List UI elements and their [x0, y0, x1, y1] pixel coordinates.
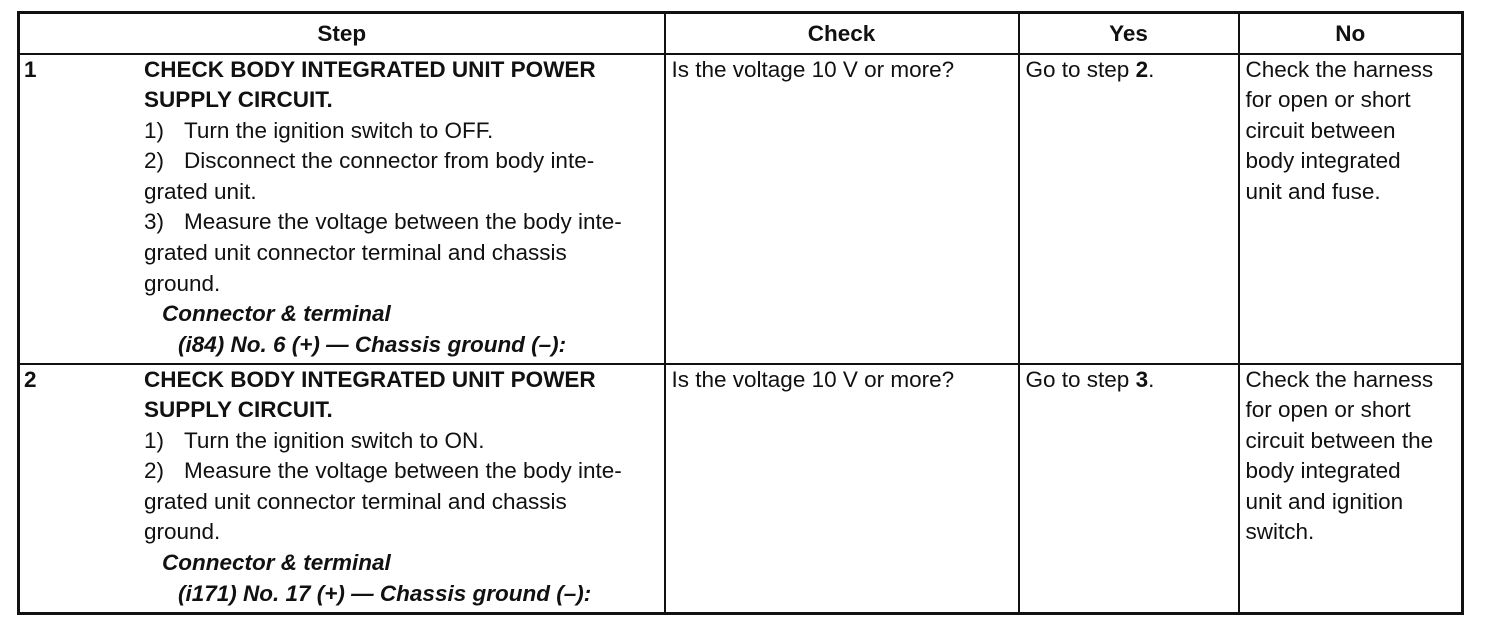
no-text: body integrated [1245, 148, 1401, 174]
connector-spec: (i84) No. 6 (+) — Chassis ground (–): [178, 331, 567, 357]
diagnostic-table [17, 11, 1464, 615]
substep [144, 146, 660, 177]
step-number: 2 [24, 366, 37, 392]
substep-text: Measure the voltage between the body inte- [184, 209, 622, 235]
substep-text: Measure the voltage between the body inte- [184, 458, 622, 484]
no-text: unit and ignition [1245, 488, 1404, 514]
substep [144, 456, 660, 487]
connector-label: Connector & terminal [162, 550, 391, 576]
no-cell [1239, 54, 1463, 364]
substep-text: Turn the ignition switch to OFF. [184, 117, 494, 143]
no-text: Check the harness [1245, 366, 1434, 392]
header-row [19, 13, 1463, 54]
no-text: unit and fuse. [1245, 178, 1381, 204]
no-text: for open or short [1245, 87, 1411, 113]
yes-step-ref: 3 [1135, 366, 1149, 392]
step-title: CHECK BODY INTEGRATED UNIT POWER [144, 366, 596, 392]
step-body [144, 55, 664, 361]
substep-number: 1) [144, 117, 165, 143]
header-step: Step [19, 13, 665, 54]
step-title: CHECK BODY INTEGRATED UNIT POWER [144, 56, 596, 82]
substep-text: Turn the ignition switch to ON. [184, 427, 485, 453]
connector-label: Connector & terminal [162, 301, 391, 327]
yes-step-ref: 2 [1135, 56, 1149, 82]
header-check: Check [665, 13, 1019, 54]
substep-text: ground. [144, 270, 221, 296]
step-cell [19, 54, 665, 364]
no-text: body integrated [1245, 458, 1401, 484]
step-number: 1 [24, 56, 37, 82]
substep [144, 426, 660, 457]
step-title: SUPPLY CIRCUIT. [144, 87, 333, 113]
header-no: No [1239, 13, 1463, 54]
substep-number: 3) [144, 209, 165, 235]
step-cell [19, 364, 665, 614]
substep [144, 207, 660, 238]
yes-text: Go to step [1025, 56, 1136, 82]
substep-text: Disconnect the connector from body inte- [184, 148, 595, 174]
no-text: for open or short [1245, 397, 1411, 423]
check-cell: Is the voltage 10 V or more? [665, 364, 1019, 614]
substep-text: grated unit connector terminal and chassis [144, 488, 567, 514]
no-text: Check the harness [1245, 56, 1434, 82]
yes-cell [1019, 364, 1239, 614]
table-row [19, 54, 1463, 364]
no-cell [1239, 364, 1463, 614]
yes-text: Go to step [1025, 366, 1136, 392]
substep-number: 2) [144, 458, 165, 484]
step-body [144, 365, 664, 610]
substep-text: grated unit. [144, 178, 257, 204]
substep-text: grated unit connector terminal and chassis [144, 240, 567, 266]
no-text: circuit between [1245, 117, 1396, 143]
connector-spec: (i171) No. 17 (+) — Chassis ground (–): [178, 580, 592, 606]
check-cell: Is the voltage 10 V or more? [665, 54, 1019, 364]
substep-text: ground. [144, 519, 221, 545]
yes-cell [1019, 54, 1239, 364]
header-yes: Yes [1019, 13, 1239, 54]
no-text: circuit between the [1245, 427, 1434, 453]
no-text: switch. [1245, 519, 1315, 545]
step-title: SUPPLY CIRCUIT. [144, 397, 333, 423]
table-row [19, 364, 1463, 614]
substep-number: 2) [144, 148, 165, 174]
substep-number: 1) [144, 427, 165, 453]
substep [144, 116, 660, 147]
yes-suffix: . [1148, 366, 1155, 392]
yes-suffix: . [1148, 56, 1155, 82]
